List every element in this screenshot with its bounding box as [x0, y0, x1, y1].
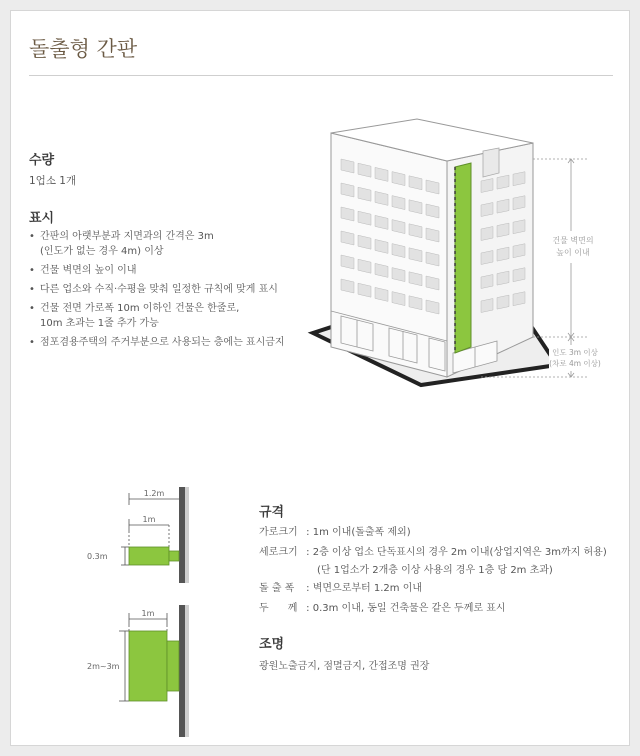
window [497, 199, 509, 213]
spec-row: 세로크기 : 2층 이상 업소 단독표시의 경우 2m 이내(상업지역은 3m까지 허용) [259, 547, 607, 558]
window [513, 268, 525, 282]
spec-heading: 규격 [259, 505, 285, 520]
spec-note: (단 1업소가 2개층 이상 사용의 경우 1층 당 2m 초과) [317, 565, 553, 576]
quantity-heading: 수량 [29, 153, 55, 168]
spec-row: 두 께 : 0.3m 이내, 동일 건축물은 같은 두께로 표시 [259, 603, 506, 614]
bullet-icon: • [29, 284, 35, 295]
window [481, 275, 493, 289]
sign-front [129, 631, 167, 701]
window [481, 251, 493, 265]
clearance-label-2: (차로 4m 이상) [549, 359, 601, 368]
building-illustration [301, 115, 621, 395]
window [481, 227, 493, 241]
window [481, 299, 493, 313]
window [497, 223, 509, 237]
window [497, 175, 509, 189]
side-view-diagram [85, 485, 195, 585]
display-list [29, 229, 319, 354]
bullet-icon: • [29, 265, 35, 276]
height-label-2: 높이 이내 [556, 248, 590, 257]
lighting-heading: 조명 [259, 637, 285, 652]
bullet-icon: • [29, 337, 35, 348]
window [497, 295, 509, 309]
page-title: 돌출형 간판 [29, 37, 138, 61]
width-inner-label: 1m [142, 515, 156, 524]
content-card [10, 10, 630, 746]
roof-parapet [483, 148, 499, 177]
vertical-sign [455, 163, 471, 353]
window [513, 196, 525, 210]
bullet-icon: • [29, 303, 35, 314]
window [513, 244, 525, 258]
sign-side [129, 547, 169, 565]
display-item: • 건물 벽면의 높이 이내 [29, 265, 137, 276]
front-view-diagram [85, 605, 195, 739]
window [513, 172, 525, 186]
display-item: • 점포겸용주택의 주거부분으로 사용되는 층에는 표시금지 [29, 337, 285, 348]
bullet-icon: • [29, 231, 35, 242]
window [513, 220, 525, 234]
thickness-label: 0.3m [87, 552, 108, 561]
wall [179, 487, 185, 583]
sign-bracket [169, 551, 179, 561]
window [481, 179, 493, 193]
clearance-label-1: 인도 3m 이상 [552, 348, 598, 357]
title-divider [29, 75, 613, 76]
spec-row: 가로크기 : 1m 이내(돌출폭 제외) [259, 527, 411, 538]
window [513, 292, 525, 306]
display-item: • 간판의 아랫부분과 지면과의 간격은 3m (인도가 없는 경우 4m) 이상 [29, 231, 214, 257]
display-item: • 건물 전면 가로폭 10m 이하인 건물은 한줄로, 10m 초과는 1줄 추가 가능 [29, 303, 240, 329]
wall [179, 605, 185, 737]
spec-row: 돌 출 폭 : 벽면으로부터 1.2m 이내 [259, 583, 423, 594]
display-heading: 표시 [29, 211, 55, 226]
wall-edge [185, 605, 189, 737]
lighting-text: 광원노출금지, 점멸금지, 간접조명 권장 [259, 661, 430, 672]
window [497, 247, 509, 261]
front-height-label: 2m~3m [87, 662, 120, 671]
window [481, 203, 493, 217]
sign-side-depth [167, 641, 179, 691]
display-item: • 다른 업소와 수직·수평을 맞춰 일정한 규칙에 맞게 표시 [29, 284, 278, 295]
wall-edge [185, 487, 189, 583]
height-label-1: 건물 벽면의 [552, 236, 594, 245]
front-width-label: 1m [141, 609, 155, 618]
window [497, 271, 509, 285]
quantity-text: 1업소 1개 [29, 175, 77, 187]
width-outer-label: 1.2m [143, 489, 165, 498]
